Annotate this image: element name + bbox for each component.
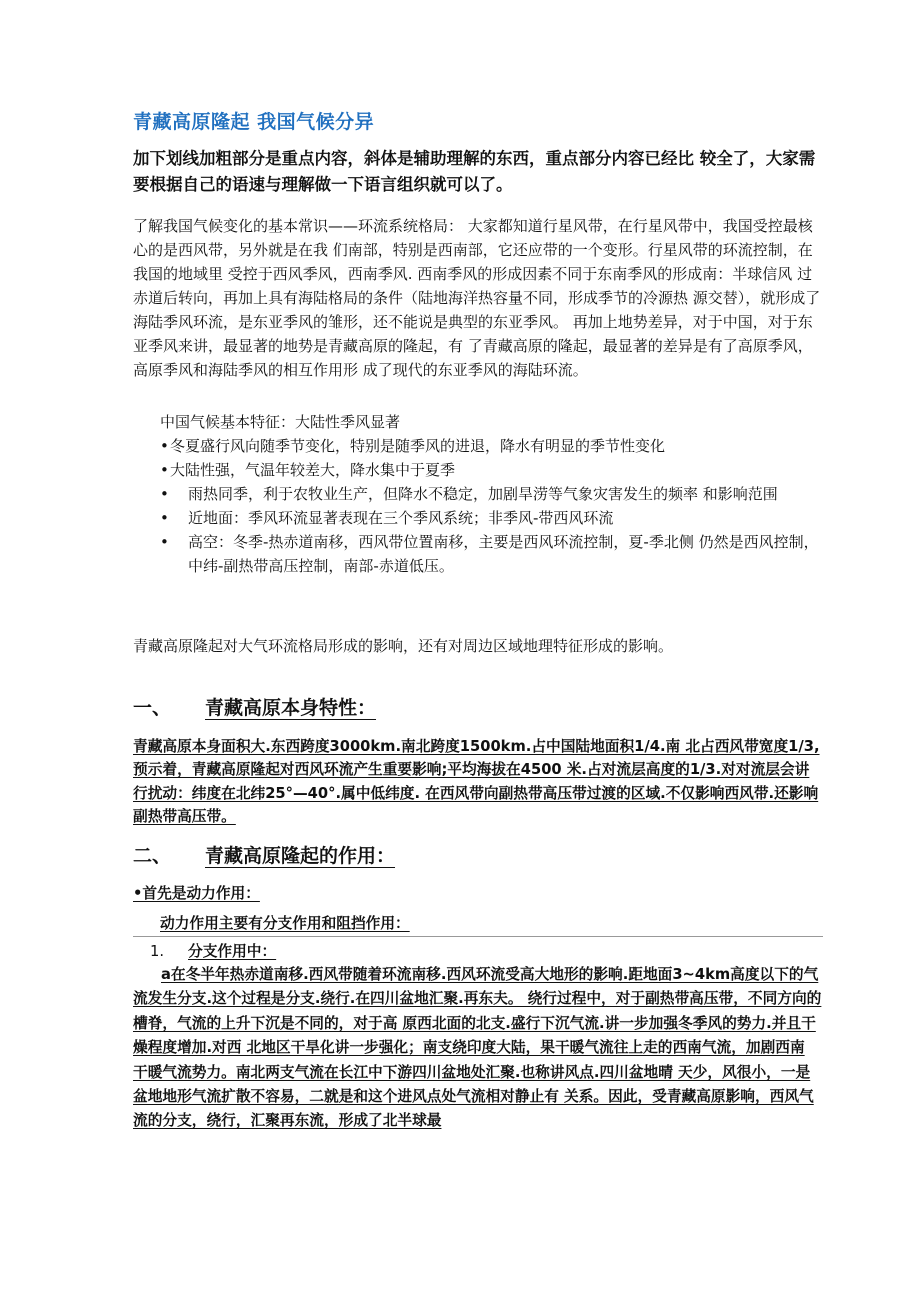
list-item-text: 冬夏盛行风向随季节变化，特别是随季风的进退，降水有明显的季节性变化 — [170, 437, 666, 455]
section1-title: 青藏高原本身特性： — [205, 697, 377, 719]
divider — [133, 936, 823, 937]
section2-heading — [133, 842, 395, 870]
list-item — [160, 434, 820, 458]
page-title: 青藏高原隆起 我国气候分异 — [133, 111, 375, 133]
list-item-text: 近地面：季风环流显著表现在三个季风系统；非季风-带西风环流 — [188, 509, 614, 527]
section2-title: 青藏高原隆起的作用： — [205, 845, 396, 867]
bullet-dot: • — [160, 533, 169, 551]
list-item — [160, 458, 820, 482]
bullet-dot: • — [160, 437, 169, 455]
features-title: 中国气候基本特征：大陆性季风显著 — [160, 413, 401, 431]
item-label: 分支作用中： — [188, 943, 277, 960]
list-item-text: 大陆性强，气温年较差大，降水集中于夏季 — [170, 461, 456, 479]
dynamic-effect: 动力作用主要有分支作用和阻挡作用： — [160, 915, 410, 932]
list-item-text: 高空：冬季-热赤道南移，西风带位置南移，主要是西风环流控制，夏-季北侧 仍然是西风控制，中纬-副热带高压控制，南部-赤道低压。 — [188, 533, 819, 575]
bullet-dot: • — [160, 509, 169, 527]
first-point: •首先是动力作用： — [133, 885, 260, 902]
bullet-dot: • — [160, 485, 169, 503]
bullet-dot: • — [160, 461, 169, 479]
intro-paragraph: 了解我国气候变化的基本常识——环流系统格局： 大家都知道行星风带，在行星风带中，我国受控最核心的是西风带，另外就是在我 们南部，特别是西南部，它还应带的一个变形。行星风带的环流控制，在我国的地域里 受控于西风季风，西南季风. 西南季风的形成因素不同于东南季风的形成南：半球信风 过赤道后转向，再加上具有海陆格局的条件（陆地海洋热容量不同，形成季节的冷源热 源交替），就形成了海陆季风环流，是东亚季风的雏形，还不能说是典型的东亚季风。 再加上地势差异，对于中国，对于东亚季风来讲，最显著的地势是青藏高原的隆起，有 了青藏高原的隆起，最显著的差异是有了高原季风，高原季风和海陆季风的相互作用形 成了现代的东亚季风的海陆环流。 — [133, 217, 821, 379]
section2-number: 二、 — [133, 845, 172, 867]
list-item — [160, 506, 820, 530]
list-item — [160, 482, 820, 506]
influence-paragraph: 青藏高原隆起对大气环流格局形成的影响，还有对周边区域地理特征形成的影响。 — [133, 637, 674, 655]
lead-note: 加下划线加粗部分是重点内容，斜体是辅助理解的东西，重点部分内容已经比 较全了，大家需要根据自己的语速与理解做一下语言组织就可以了。 — [133, 149, 816, 194]
list-item-text: 雨热同季，利于农牧业生产，但降水不稳定，加剧旱涝等气象灾害发生的频率 和影响范围 — [188, 485, 778, 503]
section1-number: 一、 — [133, 697, 172, 719]
item-1 — [150, 940, 276, 964]
feature-list — [160, 434, 820, 578]
section2-text — [133, 963, 823, 1134]
section1-text: 青藏高原本身面积大.东西跨度3000km.南北跨度1500km.占中国陆地面积1/4.南 北占西风带宽度1/3,预示着，青藏高原隆起对西风环流产生重要影响;平均海拔在4500 米.占对流层高度的1/3.对对流层会讲行扰动：纬度在北纬25°—40°.属中低纬度. 在西风带向副热带高压带过渡的区域.不仅影响西风带.还影响副热带高压带。 — [133, 738, 820, 826]
section2-paragraph: a在冬半年热赤道南移.西风带随着环流南移.西风环流受高大地形的影响.距地面3~4km高度以下的气流发生分支.这个过程是分支.绕行.在四川盆地汇聚.再东夫。 绕行过程中，对于副热带高压带，不同方向的槽脊，气流的上升下沉是不同的，对于高 原西北面的北支.盛行下沉气流.讲一步加强冬季风的势力.并且干燥程度增加.对西 北地区干旱化讲一步强化；南支绕印度大陆，果干暖气流往上走的西南气流，加剧西南 干暖气流势力。南北两支气流在长江中下游四川盆地处汇聚.也称讲风点.四川盆地晴 天少，风很小，一是盆地地形气流扩散不容易，二就是和这个进风点处气流相对静止有 关系。因此，受青藏高原影响，西风气流的分支，绕行，汇聚再东流，形成了北半球最 — [133, 966, 822, 1130]
item-number: 1. — [150, 943, 165, 960]
list-item — [160, 530, 820, 578]
section1-heading — [133, 694, 376, 722]
